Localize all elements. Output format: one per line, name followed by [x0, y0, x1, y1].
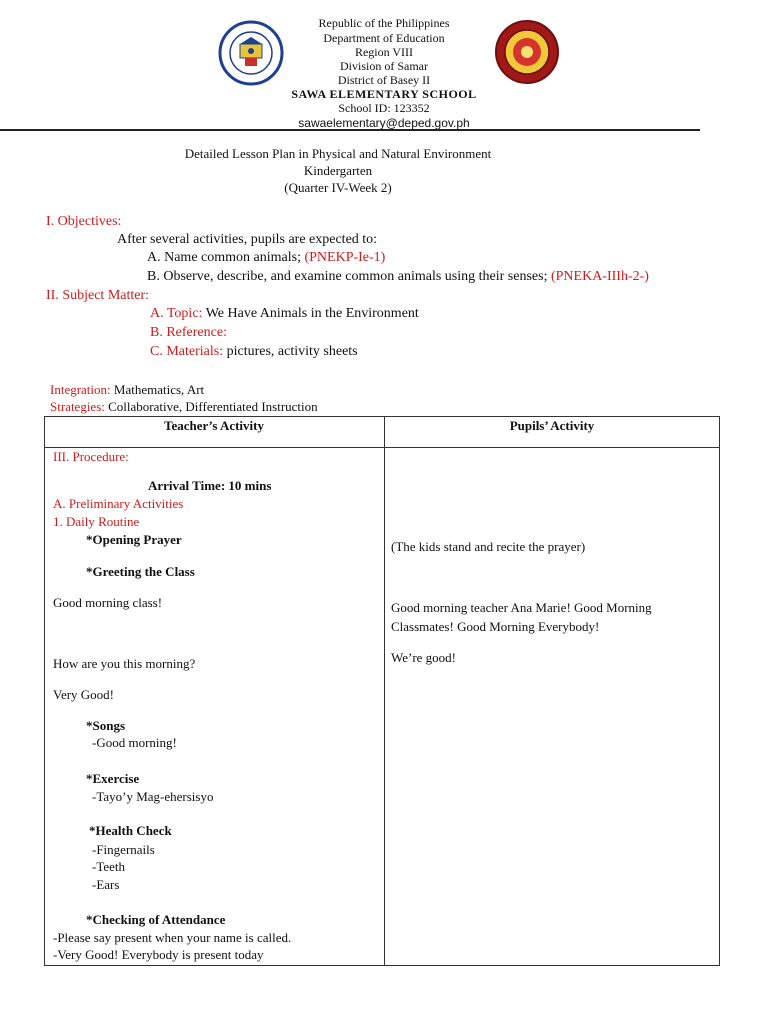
procedure-heading: III. Procedure:: [53, 449, 129, 464]
exercise-item: -Tayo’y Mag-ehersisyo: [92, 789, 214, 804]
attendance-line-2: -Very Good! Everybody is present today: [53, 947, 264, 962]
topic-line: [150, 306, 419, 322]
health-item-teeth: -Teeth: [92, 859, 126, 874]
integration-label: Integration:: [50, 382, 111, 397]
reference-label: B. Reference:: [150, 325, 227, 340]
objective-a-code: (PNEKP-Ie-1): [304, 250, 386, 265]
header-divider: [0, 129, 700, 131]
songs-heading: *Songs: [86, 718, 126, 733]
topic-label: A. Topic:: [150, 306, 203, 321]
objectives-intro: After several activities, pupils are expected to:: [117, 232, 378, 247]
subject-matter-heading: II. Subject Matter:: [46, 288, 150, 303]
teacher-very-good: Very Good!: [53, 687, 115, 702]
objectives-heading: I. Objectives:: [46, 214, 122, 229]
integration-value: Mathematics, Art: [113, 382, 205, 397]
header-line-division: Division of Samar: [340, 59, 428, 73]
materials-label: C. Materials:: [150, 344, 224, 359]
strategies-label: Strategies:: [50, 399, 105, 414]
quarter-week: (Quarter IV-Week 2): [284, 180, 392, 195]
materials-value: pictures, activity sheets: [226, 344, 358, 359]
header-line-republic: Republic of the Philippines: [318, 16, 450, 30]
pupils-greeting-line-1: Good morning teacher Ana Marie! Good Morning: [391, 600, 652, 615]
songs-item: -Good morning!: [92, 735, 177, 750]
grade-level: Kindergarten: [303, 163, 373, 178]
header-line-department: Department of Education: [323, 31, 445, 45]
pupils-were-good: We’re good!: [391, 650, 457, 665]
objective-a: [147, 250, 385, 266]
health-item-fingernails: -Fingernails: [92, 842, 155, 857]
header-line-district: District of Basey II: [337, 73, 431, 87]
preliminary-activities: A. Preliminary Activities: [53, 496, 184, 511]
table-header-divider: [44, 447, 720, 448]
attendance-heading: *Checking of Attendance: [86, 912, 226, 927]
strategies-value: Collaborative, Differentiated Instruction: [108, 399, 318, 414]
greeting-the-class: *Greeting the Class: [86, 564, 195, 579]
strategies-line: [50, 399, 318, 415]
teacher-good-morning: Good morning class!: [53, 595, 163, 610]
daily-routine: 1. Daily Routine: [53, 514, 140, 529]
exercise-heading: *Exercise: [86, 771, 140, 786]
school-email: sawaelementary@deped.gov.ph: [298, 116, 470, 130]
health-check-heading: *Health Check: [89, 823, 172, 838]
health-item-ears: -Ears: [92, 877, 120, 892]
arrival-time: Arrival Time: 10 mins: [148, 478, 272, 493]
pupils-greeting-line-2: Classmates! Good Morning Everybody!: [391, 619, 600, 634]
lesson-plan-title: Detailed Lesson Plan in Physical and Natural Environment: [184, 146, 492, 161]
materials-line: [150, 344, 358, 360]
integration-line: [50, 382, 204, 398]
objective-b-code: (PNEKA-IIIh-2-): [550, 269, 649, 284]
table-column-divider: [384, 416, 385, 966]
teacher-activity-header: Teacher’s Activity: [163, 418, 264, 433]
pupils-activity-header: Pupils’ Activity: [509, 418, 595, 433]
objective-b-text: B. Observe, describe, and examine common animals using their senses;: [147, 269, 548, 284]
teacher-how-are-you: How are you this morning?: [53, 656, 196, 671]
header-line-region: Region VIII: [354, 45, 414, 59]
attendance-line-1: -Please say present when your name is called.: [53, 930, 292, 945]
pupils-prayer: (The kids stand and recite the prayer): [391, 539, 586, 554]
opening-prayer: *Opening Prayer: [86, 532, 182, 547]
topic-value: We Have Animals in the Environment: [205, 306, 419, 321]
objective-b: [147, 269, 649, 285]
school-id: School ID: 123352: [338, 101, 430, 115]
objective-a-text: A. Name common animals;: [147, 250, 301, 265]
school-name: SAWA ELEMENTARY SCHOOL: [291, 87, 477, 101]
